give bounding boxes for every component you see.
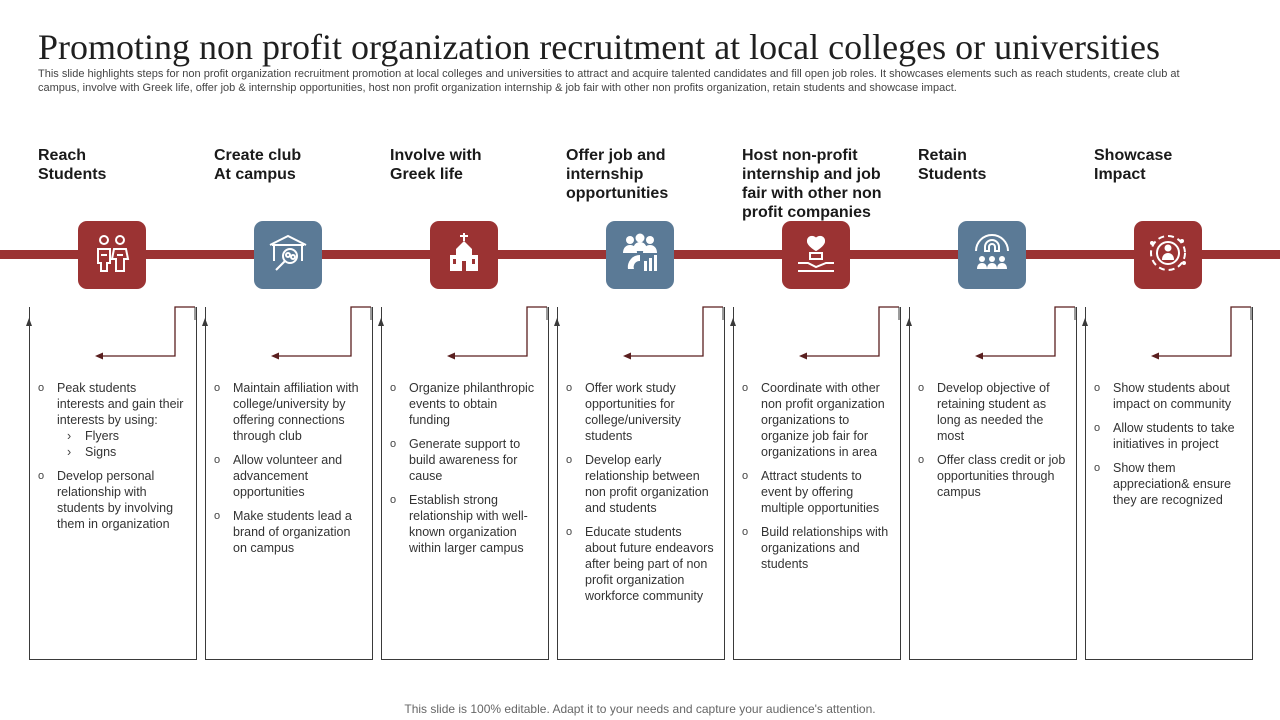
list-item-text: Develop early relationship between non profit organization and students [585,453,709,515]
step-item-list [390,380,538,564]
list-item [390,436,538,484]
list-item-text: Develop personal relationship with students by involving them in organization [57,469,174,531]
connector-arrow [799,306,903,360]
list-item [566,524,716,604]
arrow-up-icon [378,318,384,326]
step-icon-box [254,221,322,289]
list-item-text: Show them appreciation& ensure they are recognized [1113,461,1232,507]
bullet-icon: o [1094,382,1101,394]
bullet-icon: o [390,438,397,450]
page-title: Promoting non profit organization recruitment at local colleges or universities [38,27,1161,67]
list-item [1094,460,1242,508]
list-item-text: Educate students about future endeavors after being part of non profit organization workforce community [585,525,714,603]
step-item-list [214,380,362,564]
arrow-up-icon [730,318,736,326]
bullet-icon: o [566,526,573,538]
arrow-up-icon [202,318,208,326]
bullet-icon: o [566,382,573,394]
step-icon-box [782,221,850,289]
sub-list [57,428,186,460]
step-icon-box [430,221,498,289]
bullet-icon: o [742,382,749,394]
team-growth-icon [618,231,662,280]
bullet-icon: o [214,510,221,522]
list-item [38,380,186,460]
campus-club-icon [266,231,310,280]
step-item-list [918,380,1066,508]
step-heading: Reach Students [38,147,107,183]
list-item [566,452,716,516]
list-item [742,468,890,516]
chevron-right-icon: › [67,429,72,443]
step-item-list [38,380,186,540]
list-item [214,380,362,444]
magnet-people-icon [970,231,1014,280]
step-item-list [742,380,890,580]
connector-arrow [623,306,727,360]
arrow-up-icon [906,318,912,326]
list-item-text: Make students lead a brand of organization on campus [233,509,352,555]
list-item-text: Allow volunteer and advancement opportunities [233,453,343,499]
list-item [214,508,362,556]
step-heading: Retain Students [918,147,987,183]
list-item [214,452,362,500]
list-item [566,380,716,444]
list-item-text: Offer work study opportunities for college/university students [585,381,681,443]
bullet-icon: o [390,494,397,506]
bullet-icon: o [918,454,925,466]
bullet-icon: o [742,470,749,482]
arrow-up-icon [554,318,560,326]
footer-note: This slide is 100% editable. Adapt it to your needs and capture your audience's attention. [404,702,876,716]
hand-heart-icon [794,231,838,280]
list-item [742,524,890,572]
list-item-text: Attract students to event by offering multiple opportunities [761,469,880,515]
bullet-icon: o [566,454,573,466]
list-item-text: Allow students to take initiatives in project [1113,421,1235,451]
list-item-text: Show students about impact on community [1113,381,1232,411]
connector-arrow [95,306,199,360]
step-item-list [566,380,716,612]
bullet-icon: o [918,382,925,394]
sub-list-item-text: Flyers [85,429,120,443]
chevron-right-icon: › [67,445,72,459]
list-item-text: Build relationships with organizations and students [761,525,889,571]
step-heading: Offer job and internship opportunities [566,147,669,202]
connector-arrow [1151,306,1255,360]
list-item-text: Develop objective of retaining student as long as needed the most [937,381,1050,443]
step-icon-box [1134,221,1202,289]
list-item-text: Offer class credit or job opportunities through campus [937,453,1066,499]
step-heading: Involve with Greek life [390,147,482,183]
step-heading: Host non-profit internship and job fair with other non profit companies [742,147,882,221]
list-item [1094,420,1242,452]
step-heading: Showcase Impact [1094,147,1173,183]
step-icon-box [78,221,146,289]
list-item-text: Peak students interests and gain their interests by using: [57,381,184,427]
connector-arrow [271,306,375,360]
list-item [390,380,538,428]
list-item-text: Maintain affiliation with college/university by offering connections through club [233,381,359,443]
bullet-icon: o [38,382,45,394]
bullet-icon: o [38,470,45,482]
list-item [918,452,1066,500]
arrow-up-icon [1082,318,1088,326]
bullet-icon: o [742,526,749,538]
list-item-text: Generate support to build awareness for cause [409,437,521,483]
bullet-icon: o [1094,462,1101,474]
step-icon-box [958,221,1026,289]
sub-list-item [57,444,186,460]
page-subtitle: This slide highlights steps for non profit organization recruitment promotion at local colleges and universities to attract and acquire talented candidates and fill open job roles. It showcases elements such as reach students, create club at campus, involve with Greek life, offer job & internship opportunities, host non profit organization internship & job fair with other non profits organization, retain students and showcase impact. [38,68,1180,94]
list-item-text: Establish strong relationship with well-known organization within larger campus [409,493,528,555]
church-icon [442,231,486,280]
connector-arrow [447,306,551,360]
impact-person-icon [1146,231,1190,280]
sub-list-item [57,428,186,444]
list-item-text: Coordinate with other non profit organization organizations to organize job fair for organizations in area [761,381,885,459]
sub-list-item-text: Signs [85,445,117,459]
step-item-list [1094,380,1242,516]
list-item-text: Organize philanthropic events to obtain funding [409,381,535,427]
bullet-icon: o [214,454,221,466]
list-item [1094,380,1242,412]
list-item [742,380,890,460]
bullet-icon: o [214,382,221,394]
step-heading: Create club At campus [214,147,302,183]
list-item [390,492,538,556]
bullet-icon: o [1094,422,1101,434]
arrow-up-icon [26,318,32,326]
bullet-icon: o [390,382,397,394]
students-icon [90,231,134,280]
list-item [918,380,1066,444]
list-item [38,468,186,532]
step-icon-box [606,221,674,289]
connector-arrow [975,306,1079,360]
